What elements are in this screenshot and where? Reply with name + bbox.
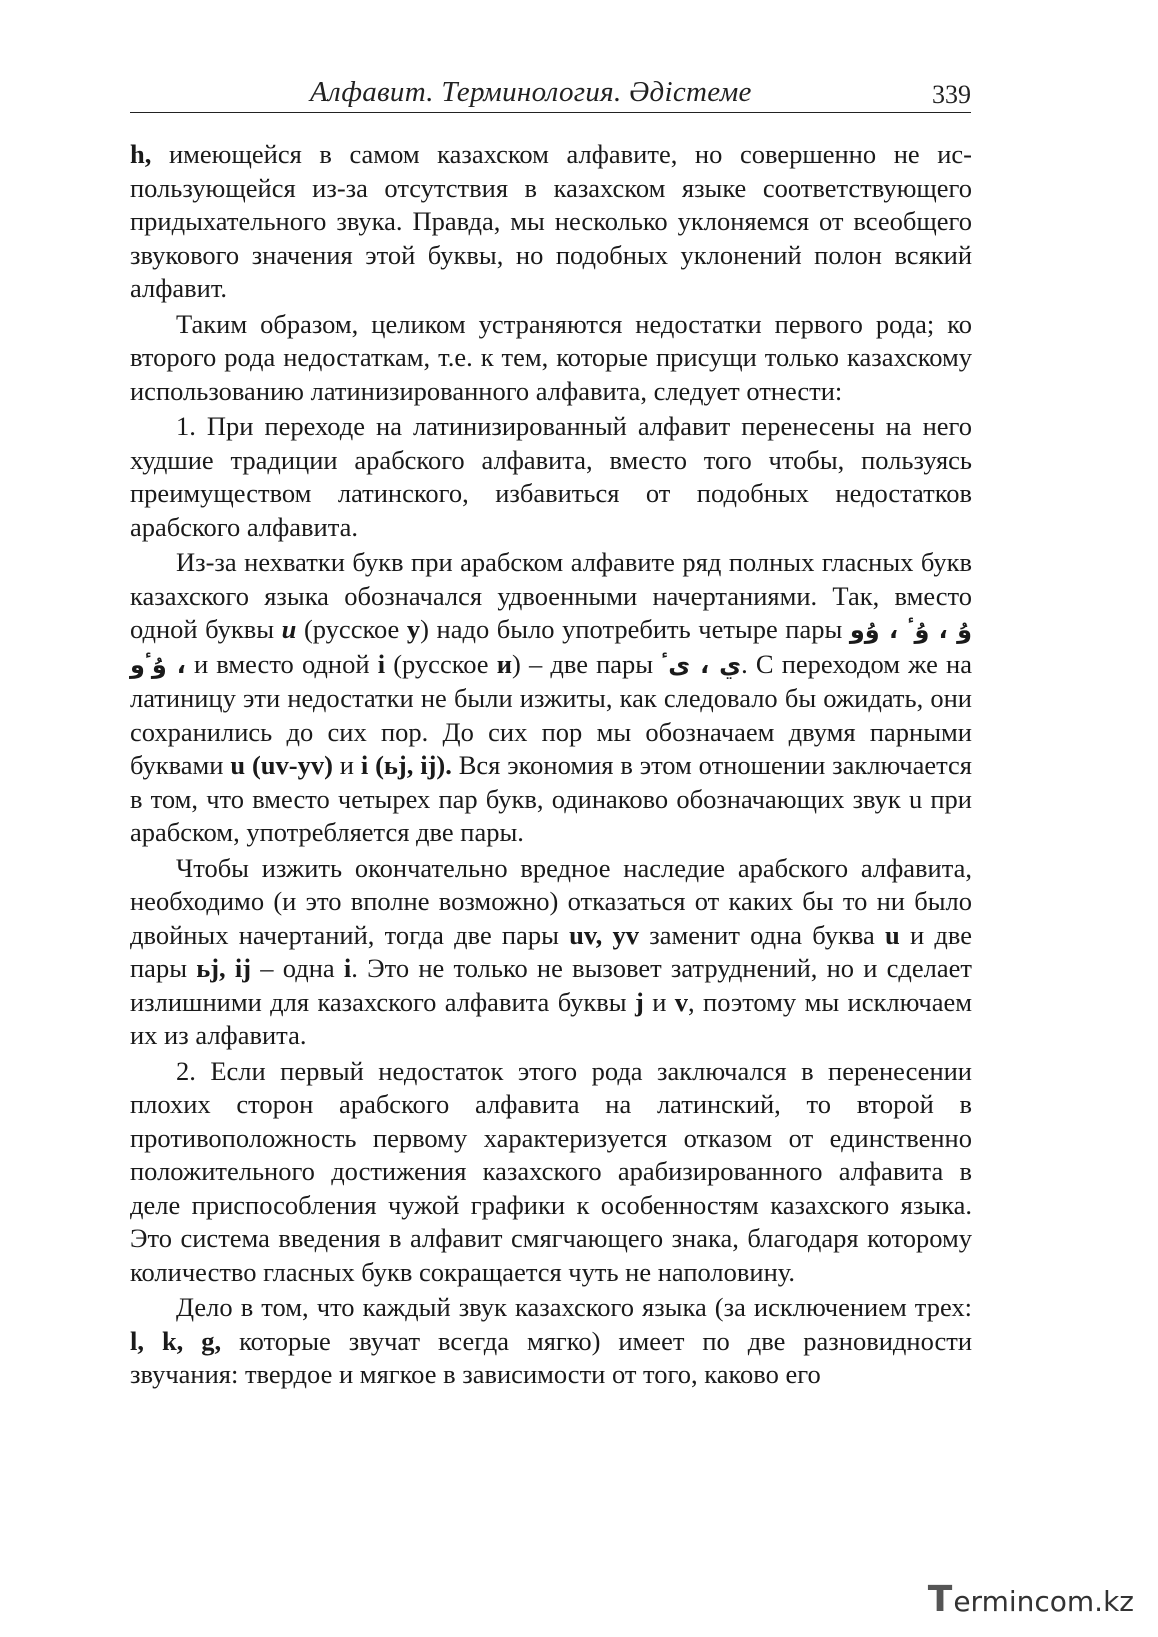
arabic-letters: ي ، ىٴ <box>661 650 742 679</box>
paragraph <box>130 546 972 850</box>
text-run: и <box>496 648 512 679</box>
text-run: h, <box>130 139 152 169</box>
text-run: l, k, g, <box>130 1325 222 1356</box>
text-run: у <box>406 614 421 644</box>
text-run: – одна <box>251 953 344 983</box>
text-run: j <box>635 986 644 1017</box>
text-run: i (ьj, ij). <box>360 750 452 780</box>
text-run: u <box>281 614 297 644</box>
text-run: Из-за нехватки букв при арабском алфавите ряд полных гласных букв казахского языка обозначался удвоенными начертаниями. Так, вместо одной буквы <box>130 547 972 644</box>
text-run: u <box>885 919 900 950</box>
text-run: Вся экономия в этом отношении заключается в том, что вместо четырех пар букв, одинаково обозначающих звук u при арабском, употребляется две пары. <box>130 750 972 847</box>
text-run: 2. Если первый недостаток этого рода заключался в перенесении плохих сторон арабского алфавита на латинский, то второй в противоположность первому характеризуется отказом от единственно положительного достижения казахского арабизированного алфавита в деле приспособления чужой графики к особенностям казахского языка. Это система введения в алфавит смягчающего знака, благодаря которому количество гласных букв сокращается чуть не наполовину. <box>130 1055 972 1287</box>
text-run: , поэтому мы исключаем их из алфавита. <box>130 986 972 1050</box>
text-run: i <box>377 648 386 679</box>
text-run: . С переходом же на латиницу эти недостатки не были изжиты, как следовало бы ожидать, они сохранились до сих пор. До сих пор мы обозначаем двумя парными буквами <box>130 648 972 780</box>
text-run: и вместо одной <box>185 648 378 679</box>
paragraph <box>130 138 972 306</box>
text-run: ) – две пары <box>512 648 662 679</box>
paragraph <box>130 1291 972 1392</box>
page-header <box>130 74 971 113</box>
text-run: Чтобы изжить окончательно вредное наследие арабского алфавита, необходимо (и это вполне возможно) отказаться от каких бы то ни было двойных начертаний, тогда две пары <box>130 852 972 950</box>
body-text <box>130 138 972 1392</box>
text-run: (русское <box>385 648 497 679</box>
paragraph <box>130 410 972 544</box>
text-run: заменит одна буква <box>639 919 886 950</box>
text-run: имеющейся в самом казахском алфавите, но совершенно не использующейся из-за отсутствия в казахском языке соответствующего придыхательного звука. Правда, мы несколько уклоняемся от всеобщего звукового значения этой буквы, но подобных уклонений полон всякий алфавит. <box>130 139 972 303</box>
paragraph <box>130 1055 972 1290</box>
watermark-t: T <box>927 1579 953 1620</box>
text-run: . Это не только не вызовет затруднений, но и сделает излишними для казахского алфавита буквы <box>130 953 973 1017</box>
watermark-logo <box>927 1579 1134 1620</box>
watermark-text: ermincom.kz <box>953 1585 1134 1618</box>
text-run: ьj, ij <box>196 953 252 983</box>
text-run: 1. При переходе на латинизированный алфавит перенесены на него худшие традиции арабского алфавита, вместо того чтобы, пользуясь преимуществом латинского, избавиться от подобных недостатков арабского алфавита. <box>130 411 972 542</box>
text-run: (русское <box>296 614 407 644</box>
text-run: Таким образом, целиком устраняются недостатки первого рода; ко второго рода недостаткам, т.е. к тем, которые присущи только казахскому использованию латинизированного алфавита, следует отнести: <box>130 308 972 406</box>
text-run: uv, yv <box>569 919 640 950</box>
text-run: которые звучат всегда мягко) имеет по две разновидности звучания: твердое и мягкое в зависимости от того, каково его <box>130 1325 973 1389</box>
paragraph <box>130 308 972 409</box>
text-run: i <box>343 953 352 983</box>
paragraph <box>130 852 972 1053</box>
running-title: Алфавит. Терминология. Әдістеме <box>310 76 752 108</box>
text-run: ) надо было употребить четыре пары <box>420 614 850 644</box>
text-run: Дело в том, что каждый звук казахского языка (за исключением трех: <box>176 1292 972 1322</box>
arabic-letters: ۇ ، ۇٴ ، ۇو ، ۇٴو <box>130 616 972 679</box>
text-run: u (uv-yv) <box>230 750 333 780</box>
text-run: v <box>674 986 689 1017</box>
text-run: и две пары <box>130 919 972 983</box>
text-run: и <box>332 750 361 780</box>
page-number: 339 <box>932 80 971 109</box>
text-run: и <box>643 986 675 1017</box>
